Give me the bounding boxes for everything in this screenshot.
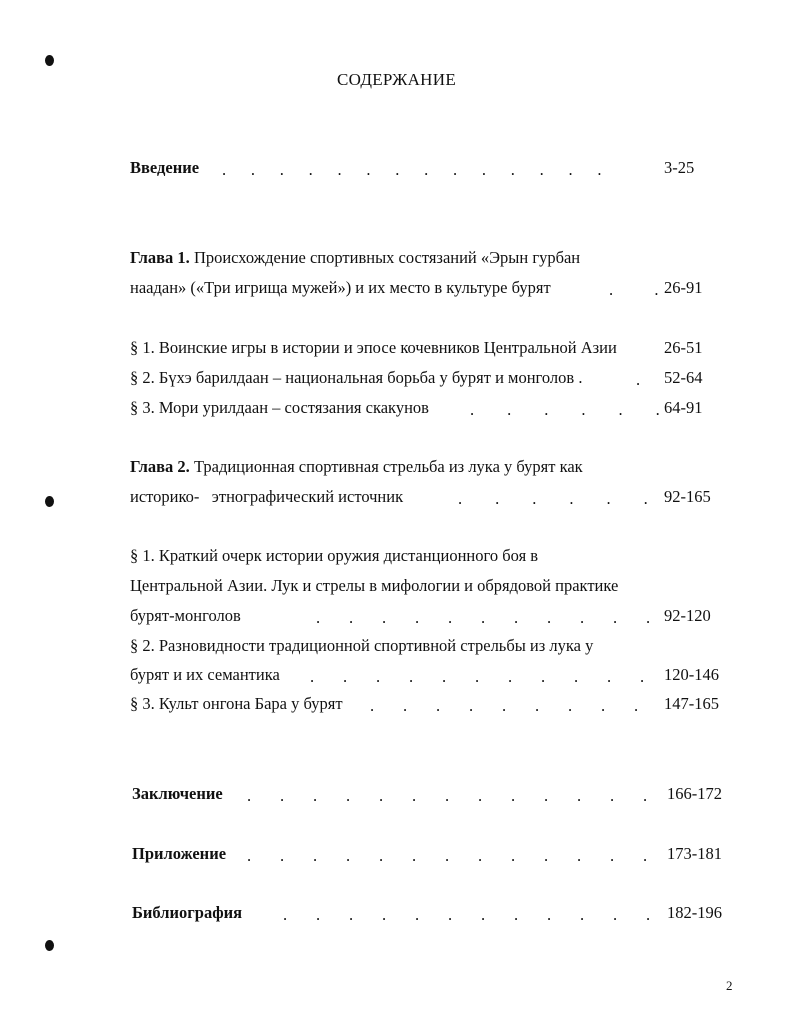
toc-ch2-section3-label: § 3. Культ онгона Бара у бурят bbox=[130, 694, 343, 713]
page-title: СОДЕРЖАНИЕ bbox=[336, 70, 457, 89]
toc-chapter2-prefix: Глава 2. bbox=[130, 457, 190, 476]
toc-bibliography-label: Библиография bbox=[132, 903, 243, 922]
toc-ch2-section1-line1: § 1. Краткий очерк истории оружия дистанционного боя в bbox=[130, 546, 539, 565]
toc-chapter1-line1 bbox=[130, 248, 580, 268]
toc-chapter2-leader: . . . . . . bbox=[458, 489, 648, 508]
toc-ch2-section1-line2: Центральной Азии. Лук и стрелы в мифологии и обрядовой практике bbox=[130, 576, 619, 595]
toc-ch1-section1-label: § 1. Воинские игры в истории и эпосе кочевников Центральной Азии bbox=[130, 338, 617, 357]
toc-conclusion-leader: . . . . . . . . . . . . . bbox=[247, 786, 648, 805]
toc-appendix-leader: . . . . . . . . . . . . . bbox=[247, 846, 648, 865]
toc-chapter2-pages: 92-165 bbox=[664, 487, 711, 506]
toc-ch2-section2-line2: бурят и их семантика bbox=[130, 665, 280, 684]
toc-ch2-section3-leader: . . . . . . . . . bbox=[370, 696, 639, 715]
toc-chapter2-title-part1: Традиционная спортивная стрельба из лука у бурят как bbox=[189, 457, 583, 476]
toc-bibliography-pages: 182-196 bbox=[667, 903, 722, 922]
toc-chapter1-pages: 26-91 bbox=[664, 278, 703, 297]
toc-chapter2-line1 bbox=[130, 457, 583, 477]
toc-chapter2-line2: историко- этнографический источник bbox=[130, 487, 404, 506]
toc-chapter1-leader: . . bbox=[609, 280, 659, 299]
toc-bibliography-leader: . . . . . . . . . . . . bbox=[283, 905, 651, 924]
toc-ch1-section1-pages: 26-51 bbox=[664, 338, 703, 357]
toc-appendix-pages: 173-181 bbox=[667, 844, 722, 863]
toc-ch1-section2-label: § 2. Бүхэ барилдаан – национальная борьба у бурят и монголов . bbox=[130, 368, 583, 387]
toc-ch2-section3-pages: 147-165 bbox=[664, 694, 719, 713]
punch-hole-mark-icon bbox=[45, 55, 54, 66]
toc-ch2-section2-pages: 120-146 bbox=[664, 665, 719, 684]
toc-conclusion-label: Заключение bbox=[132, 784, 223, 803]
toc-ch1-section2-pages: 52-64 bbox=[664, 368, 703, 387]
toc-appendix-label: Приложение bbox=[132, 844, 227, 863]
toc-intro-leader: . . . . . . . . . . . . . . bbox=[222, 160, 602, 179]
toc-intro-pages: 3-25 bbox=[664, 158, 695, 177]
toc-ch1-section3-leader: . . . . . . bbox=[470, 400, 660, 419]
page-number: 2 bbox=[726, 978, 733, 993]
punch-hole-mark-icon bbox=[45, 940, 54, 951]
toc-intro-label: Введение bbox=[130, 158, 200, 177]
toc-ch1-section2-leader: . bbox=[636, 370, 641, 389]
toc-conclusion-pages: 166-172 bbox=[667, 784, 722, 803]
toc-chapter1-title-part1: Происхождение спортивных состязаний «Эрын гурбан bbox=[189, 248, 581, 267]
toc-ch2-section2-leader: . . . . . . . . . . . bbox=[310, 667, 645, 686]
toc-ch2-section1-line3: бурят-монголов bbox=[130, 606, 241, 625]
toc-ch1-section3-label: § 3. Мори урилдаан – состязания скакунов bbox=[130, 398, 429, 417]
toc-ch2-section1-leader: . . . . . . . . . . . bbox=[316, 608, 651, 627]
toc-ch2-section1-pages: 92-120 bbox=[664, 606, 711, 625]
toc-ch1-section3-pages: 64-91 bbox=[664, 398, 703, 417]
toc-chapter1-line2: наадан» («Три игрища мужей») и их место в культуре бурят bbox=[130, 278, 551, 297]
toc-ch2-section2-line1: § 2. Разновидности традиционной спортивной стрельбы из лука у bbox=[130, 636, 594, 655]
toc-chapter1-prefix: Глава 1. bbox=[130, 248, 190, 267]
punch-hole-mark-icon bbox=[45, 496, 54, 507]
